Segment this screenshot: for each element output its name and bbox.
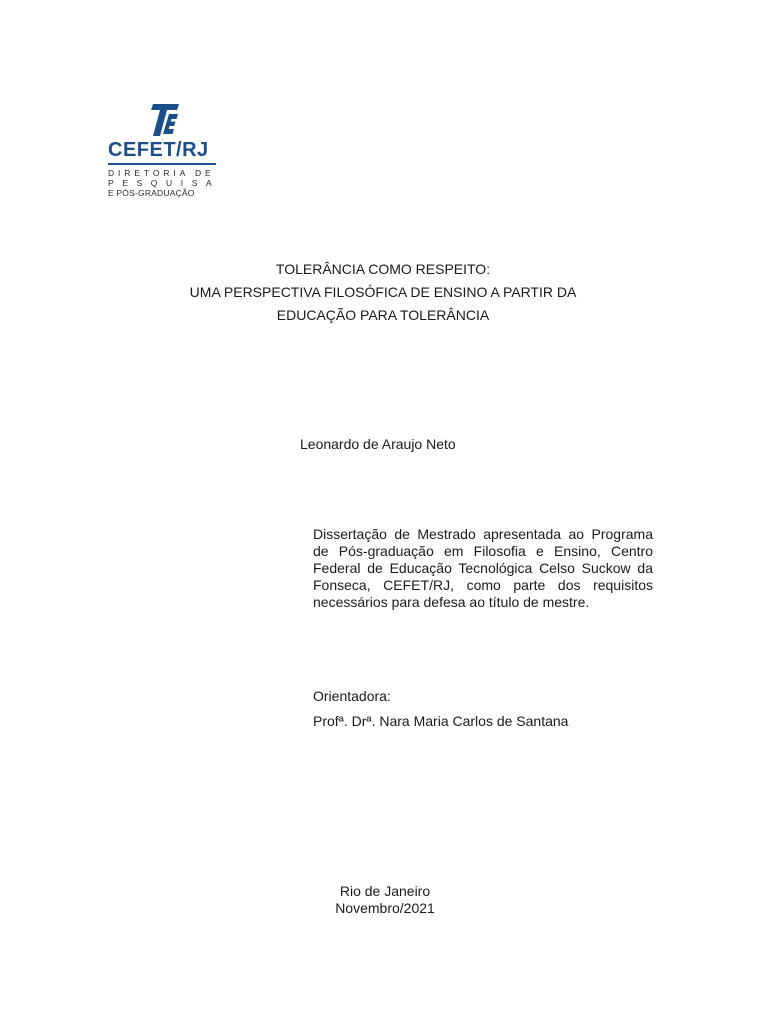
place: Rio de Janeiro xyxy=(339,883,431,899)
logo-line-1: DIRETORIA DE xyxy=(108,168,215,178)
place-date-block xyxy=(285,883,485,917)
cefet-emblem-icon xyxy=(145,102,181,138)
title-line-2: UMA PERSPECTIVA FILOSÓFICA DE ENSINO A PARTIR DA xyxy=(189,284,577,300)
advisor-name: Profª. Drª. Nara Maria Carlos de Santana xyxy=(313,713,569,729)
title-line-3: EDUCAÇÃO PARA TOLERÂNCIA xyxy=(276,307,490,323)
cefet-logo xyxy=(108,102,220,198)
logo-divider xyxy=(108,163,216,165)
date: Novembro/2021 xyxy=(335,900,435,916)
logo-name: CEFET/RJ xyxy=(108,139,209,161)
logo-line-3: E PÓS-GRADUAÇÃO xyxy=(108,188,195,198)
author-name: Leonardo de Araujo Neto xyxy=(300,436,456,452)
advisor-block xyxy=(313,684,568,734)
logo-line-2: PESQUISA xyxy=(108,178,221,188)
advisor-label: Orientadora: xyxy=(313,688,391,704)
title-line-1: TOLERÂNCIA COMO RESPEITO: xyxy=(275,261,491,277)
dissertation-description: Dissertação de Mestrado apresentada ao Programa de Pós-graduação em Filosofia e Ensino, Centro Federal de Educação Tecnológica Celso Suckow da Fonseca, CEFET/RJ, como parte dos requisitos necessários para defesa ao título de mestre. xyxy=(313,526,653,610)
document-title xyxy=(100,258,666,327)
